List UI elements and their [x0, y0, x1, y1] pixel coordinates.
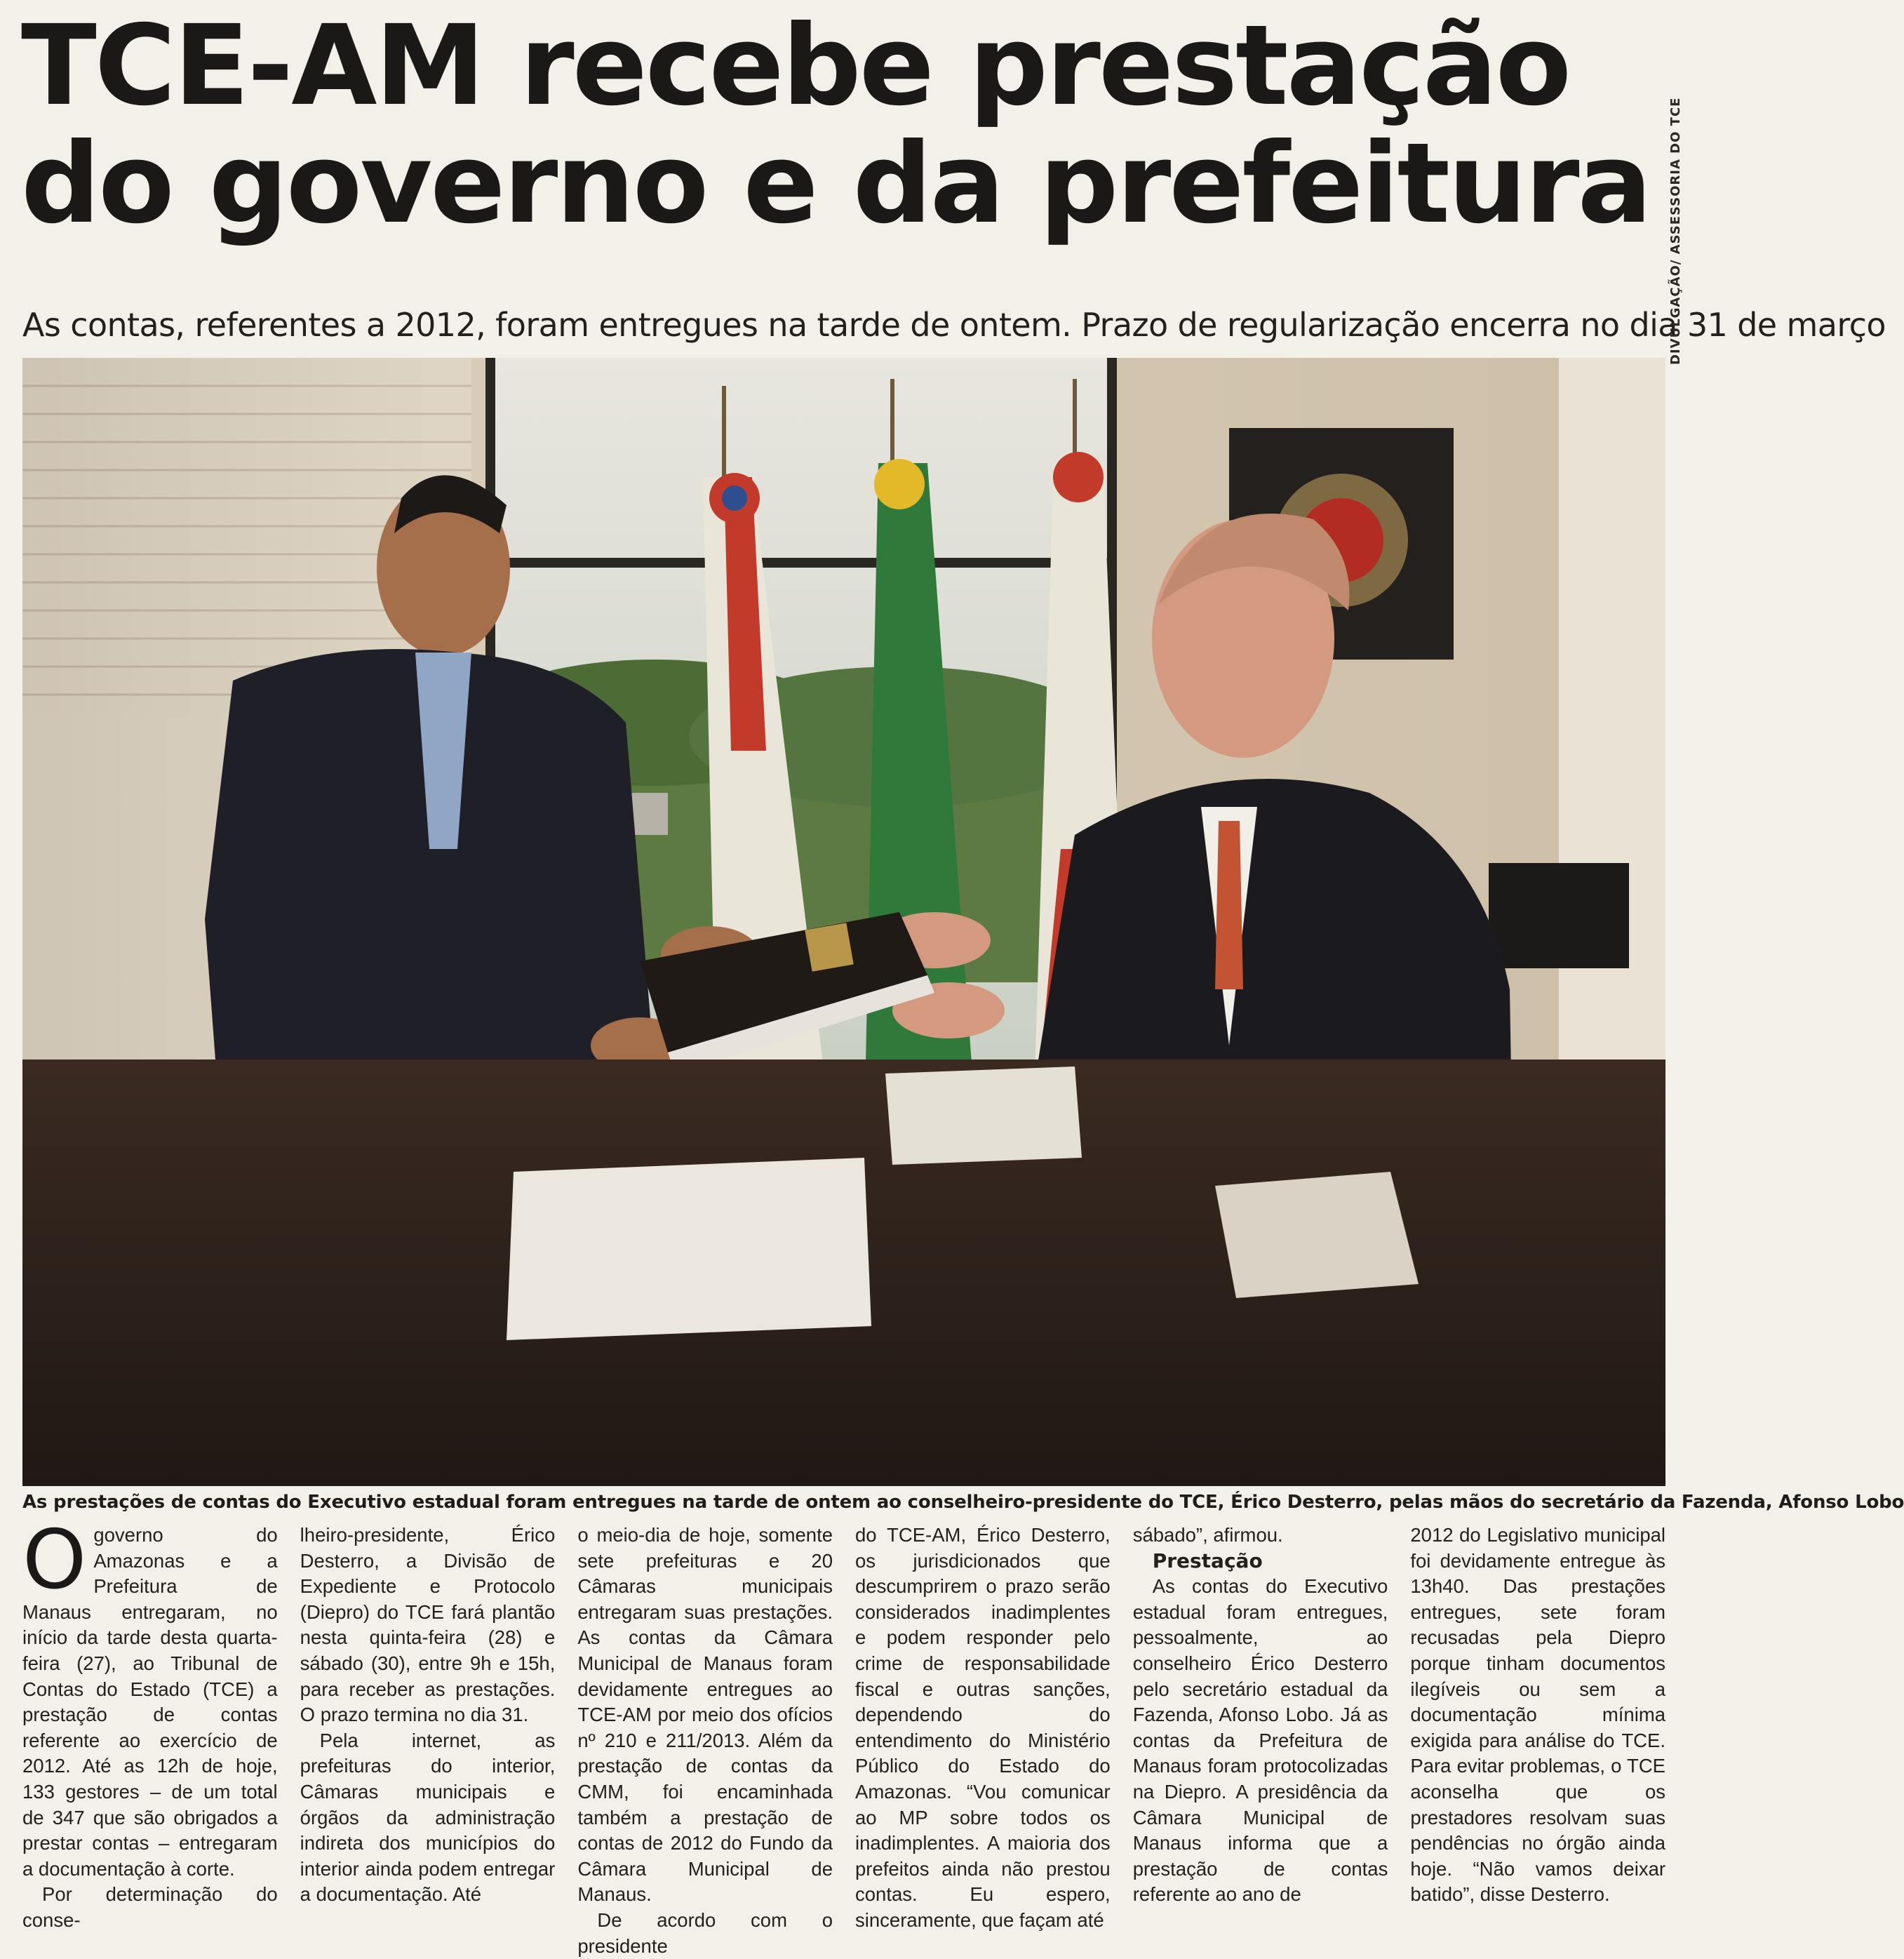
article-body	[22, 1513, 1666, 1957]
article-paragraph: 2012 do Legislativo municipal foi devidamente entregue às 13h40. Das prestações entregues, sete foram recusadas pela Diepro porque tinham documentos ilegíveis ou sem a documentação mínima exigida para análise do TCE. Para evitar problemas, o TCE aconselha que os prestadores resolvam suas pendências no órgão ainda hoje. “Não vamos deixar batido”, disse Desterro.	[1410, 1524, 1666, 1906]
bookshelf	[1559, 358, 1665, 1130]
article-column-4	[855, 1523, 1111, 1931]
article-paragraph: Pela internet, as prefeituras do interior, Câmaras municipais e órgãos da administração indireta dos municípios do interior ainda podem entregar a documentação. Até	[300, 1729, 556, 1906]
article-paragraph: o meio-dia de hoje, somente sete prefeituras e 20 Câmaras municipais entregaram suas prestações. As contas da Câmara Municipal de Manaus foram devidamente entregues ao TCE-AM por meio dos ofícios nº 210 e 211/2013. Além da prestação de contas da CMM, foi encaminhada também a prestação de contas de 2012 do Fundo da Câmara Municipal de Manaus.	[577, 1524, 833, 1906]
article-paragraph: lheiro-presidente, Érico Desterro, a Divisão de Expediente e Protocolo (Diepro) do TCE fará plantão nesta quinta-feira (28) e sábado (30), entre 9h e 15h, para receber as prestações. O prazo termina no dia 31.	[300, 1524, 556, 1726]
headline-line-1: TCE-AM recebe prestação	[21, 1, 1570, 131]
news-photo	[22, 358, 1665, 1486]
article-column-6	[1410, 1523, 1666, 1906]
photo-illustration	[22, 358, 1665, 1486]
article-paragraph: sábado”, afirmou.	[1132, 1524, 1283, 1546]
article-column-3	[577, 1523, 833, 1957]
photo-credit: DIVULGAÇÃO/ ASSESSORIA DO TCE	[1668, 97, 1683, 365]
subheadline: As contas, referentes a 2012, foram entregues na tarde de ontem. Prazo de regularização encerra no dia 31 de março	[22, 306, 1886, 344]
article-paragraph: Ogoverno do Amazonas e a Prefeitura de Manaus entregaram, no início da tarde desta quarta-feira (27), ao Tribunal de Contas do Estado (TCE) a prestação de contas referente ao exercício de 2012. Até as 12h de hoje, 133 gestores – de um total de 347 que são obrigados a prestar contas – entregaram a documentação à corte.	[22, 1513, 278, 1880]
article-column-5	[1132, 1523, 1388, 1906]
headline-line-2: do governo e da prefeitura	[21, 119, 1651, 248]
section-heading: Prestação	[1152, 1549, 1263, 1572]
article-column-2	[300, 1523, 556, 1906]
article-paragraph: As contas do Executivo estadual foram entregues, pessoalmente, ao conselheiro Érico Desterro pelo secretário estadual da Fazenda, Afonso Lobo. Já as contas da Prefeitura de Manaus foram protocolizadas na Diepro. A presidência da Câmara Municipal de Manaus informa que a prestação de contas referente ao ano de	[1132, 1575, 1388, 1906]
photo-caption: As prestações de contas do Executivo estadual foram entregues na tarde de ontem ao conselheiro-presidente do TCE, Érico Desterro, pelas mãos do secretário da Fazenda, Afonso Lobo	[22, 1492, 1904, 1513]
article-paragraph: Por determinação do conse-	[22, 1883, 278, 1931]
article-paragraph: do TCE-AM, Érico Desterro, os jurisdicionados que descumprirem o prazo serão considerados inadimplentes e podem responder pelo crime de responsabilidade fiscal e outras sanções, dependendo do entendimento do Ministério Público do Estado do Amazonas. “Vou comunicar ao MP sobre todos os inadimplentes. A maioria dos prefeitos ainda não prestou contas. Eu espero, sinceramente, que façam até	[855, 1524, 1111, 1931]
article-column-1	[22, 1513, 278, 1931]
headline	[21, 1, 1663, 248]
monitor	[1489, 863, 1629, 968]
article-paragraph: De acordo com o presidente	[577, 1908, 833, 1957]
drop-cap: O	[22, 1513, 87, 1607]
